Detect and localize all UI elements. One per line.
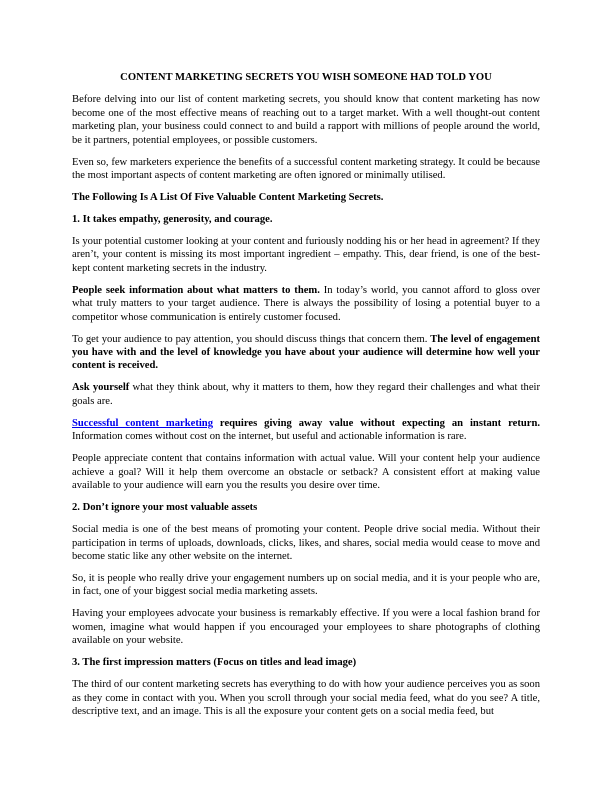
text-run: what they think about, why it matters to them, how they regard their challenges and what their goals are. <box>72 382 541 407</box>
text-run: 1. It takes empathy, generosity, and courage. <box>72 214 273 226</box>
text-run: So, it is people who really drive your engagement numbers up on social media, and it is your people who are, in fact, one of your biggest social media marketing assets. <box>72 572 540 598</box>
text-run: The third of our content marketing secrets has everything to do with how your audience perceives you as soon as they come in contact with you. When you scroll through your social media feed, what do you see? A title, descriptive text, and an image. This is all the exposure your content gets on a social media feed, but <box>72 679 540 717</box>
bold-text: People seek information about what matters to them. <box>72 284 320 296</box>
text-run: Before delving into our list of content marketing secrets, you should know that content marketing has now become one of the most effective means of reaching out to a target market. With a well thought-out content marketing plan, your business could connect to and build a rapport with millions of people around the world, be it partners, potential employees, or possible customers. <box>72 94 540 146</box>
paragraph <box>72 381 540 408</box>
paragraph <box>72 333 540 373</box>
paragraph <box>72 523 540 563</box>
section-heading <box>72 501 540 514</box>
paragraph <box>72 235 540 275</box>
paragraph <box>72 572 540 599</box>
text-run: 2. Don’t ignore your most valuable assets <box>72 502 258 514</box>
text-run: People appreciate content that contains information with actual value. Will your content help your audience achieve a goal? Will it help them overcome an obstacle or setback? A consistent effort at making value available to your audience will earn you the results you desire over time. <box>72 453 540 492</box>
text-run: To get your audience to pay attention, you should discuss things that concern them. <box>72 333 431 345</box>
paragraph <box>72 678 540 718</box>
document-page <box>72 71 540 727</box>
paragraph <box>72 156 540 183</box>
paragraph <box>72 452 540 492</box>
section-heading <box>72 191 540 204</box>
text-run: 3. The first impression matters (Focus on titles and lead image) <box>72 657 357 669</box>
text-run: Even so, few marketers experience the benefits of a successful content marketing strategy. It could be because the most important aspects of content marketing are often ignored or minimally utilised. <box>72 156 540 182</box>
text-run: The Following Is A List Of Five Valuable Content Marketing Secrets. <box>72 192 384 204</box>
text-run: Is your potential customer looking at your content and furiously nodding his or her head in agreement? If they aren’t, your content is missing its most important ingredient – empathy. This, dear friend, is one of the best-kept content marketing secrets in the industry. <box>72 236 540 274</box>
section-heading <box>72 213 540 226</box>
paragraph <box>72 284 540 324</box>
bold-text: Ask yourself <box>72 382 130 394</box>
text-run: Information comes without cost on the internet, but useful and actionable information is rare. <box>72 431 467 443</box>
bold-text: The level of engagement you have with and the level of knowledge you have about your audience will determine how well your content is received. <box>72 333 540 372</box>
bold-text: requires giving away value without expecting an instant return. <box>213 417 540 429</box>
text-run: In today’s world, you cannot afford to gloss over what truly matters to your target audience. There is always the possibility of losing a potential buyer to a competitor whose communication is entirely customer focused. <box>72 284 540 323</box>
paragraph <box>72 417 540 444</box>
text-run: Social media is one of the best means of promoting your content. People drive social media. Without their participation in terms of uploads, downloads, clicks, likes, and shares, social media would cease to move and become static like any other website on the internet. <box>72 524 540 562</box>
section-heading <box>72 656 540 669</box>
paragraph <box>72 607 540 647</box>
text-run: Having your employees advocate your business is remarkably effective. If you were a local fashion brand for women, imagine what would happen if you encouraged your employees to share photographs of clothing available on your website. <box>72 608 540 647</box>
document-body <box>72 93 540 718</box>
paragraph <box>72 93 540 147</box>
successful-content-marketing-link[interactable]: Successful content marketing <box>72 417 213 429</box>
document-title: CONTENT MARKETING SECRETS YOU WISH SOMEONE HAD TOLD YOU <box>120 72 492 83</box>
